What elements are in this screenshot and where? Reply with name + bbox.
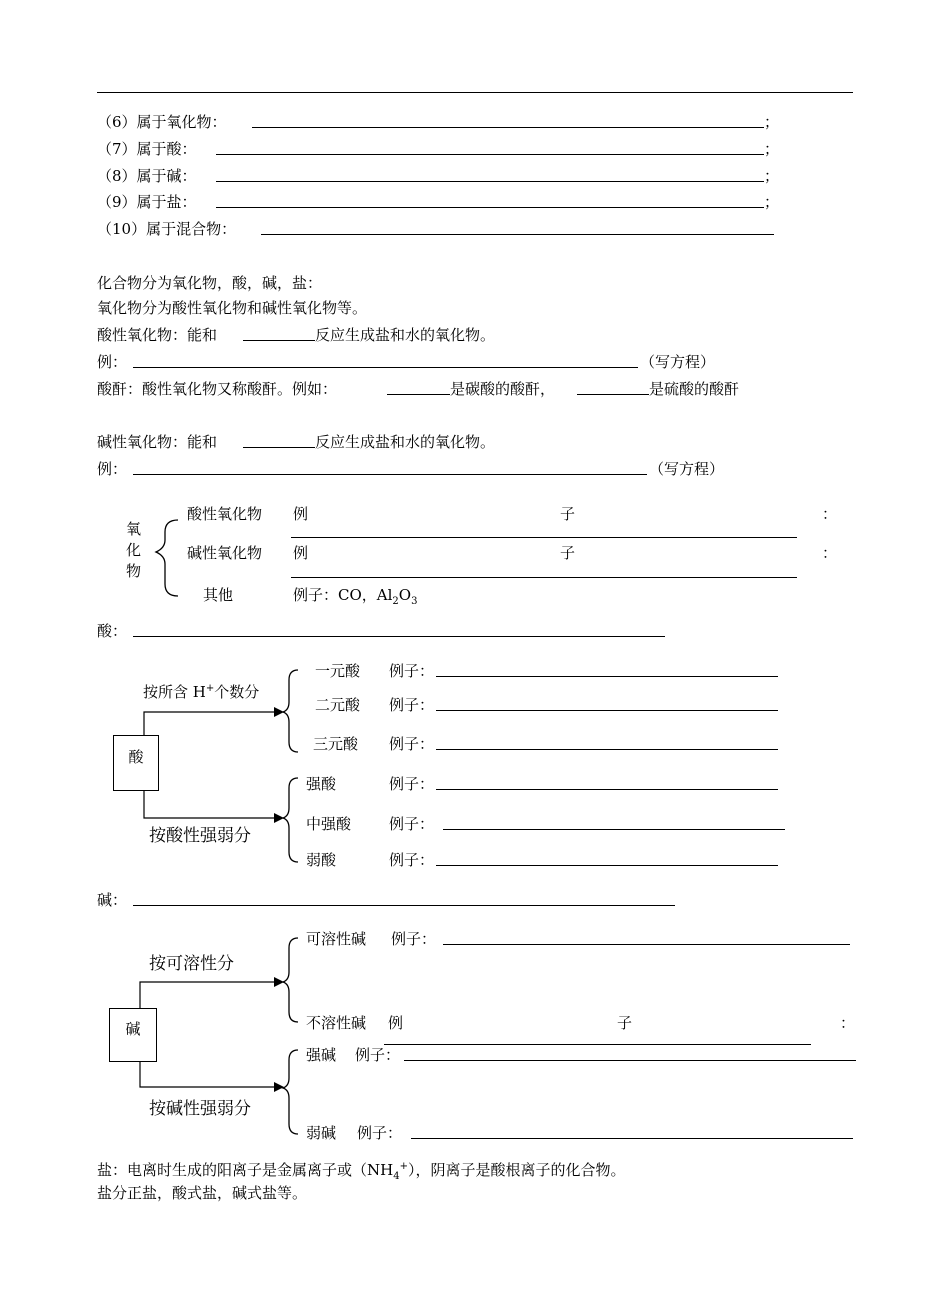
oxide-intro: 氧化物分为酸性氧化物和碱性氧化物等。	[97, 299, 368, 317]
salt-definition: 盐：电离时生成的阳离子是金属离子或$(NH_4^+)$，阴离子是酸根离子的化合物。	[97, 1161, 626, 1182]
base-strong: 强碱	[306, 1046, 337, 1064]
base-insoluble-ex-char1: 例	[388, 1014, 404, 1032]
q7-label: （7）属于酸：	[97, 140, 197, 158]
acid-weak-ex-line[interactable]	[436, 865, 778, 866]
acid-arrow-down-line	[144, 790, 275, 818]
acidic-oxide-def-b: 反应生成盐和水的氧化物。	[315, 326, 496, 344]
base-arrow-down-head	[274, 1082, 284, 1092]
q8-end: ；	[764, 167, 780, 185]
acid-type-tri: 三元酸	[313, 735, 359, 753]
acid-weak-ex-label: 例子：	[389, 851, 435, 869]
base-strong-ex-label: 例子：	[355, 1046, 401, 1064]
acid-strong-ex-line[interactable]	[436, 789, 778, 790]
q6-label: （6）属于氧化物：	[97, 113, 227, 131]
oxide-root-1: 氧	[126, 520, 142, 538]
oxide-brace	[156, 520, 178, 596]
acid-strong-ex-label: 例子：	[389, 775, 435, 793]
acid-mono-ex-label: 例子：	[389, 662, 435, 680]
acid-medium-ex-label: 例子：	[389, 815, 435, 833]
base-weak: 弱碱	[306, 1124, 337, 1142]
acidic-branch-ex-char1: 例	[293, 505, 309, 523]
q7-end: ；	[764, 140, 780, 158]
base-by-solubility: 按可溶性分	[149, 954, 234, 974]
base-insoluble-ex-char2: 子	[617, 1014, 633, 1032]
acid-def-line[interactable]	[133, 636, 665, 637]
basic-oxide-ex-label: 例：	[97, 460, 128, 478]
acidic-oxide-ex-label: 例：	[97, 353, 128, 371]
acid-type-strong: 强酸	[306, 775, 337, 793]
base-label: 碱：	[97, 891, 128, 909]
basic-oxide-def-a: 碱性氧化物：能和	[97, 433, 218, 451]
acidic-branch-ex-char2: 子	[560, 505, 576, 523]
oxide-root-2: 化	[126, 541, 142, 559]
base-insoluble-ex-colon: ：	[840, 1014, 856, 1032]
base-def-line[interactable]	[133, 905, 675, 906]
basic-oxide-branch: 碱性氧化物	[187, 544, 263, 562]
acid-brace-strength	[283, 778, 298, 862]
basic-oxide-def-b: 反应生成盐和水的氧化物。	[315, 433, 496, 451]
q8-label: （8）属于碱：	[97, 167, 197, 185]
acid-box: 酸	[113, 735, 159, 791]
acid-arrow-up-line	[144, 712, 275, 780]
acid-type-mono: 一元酸	[315, 662, 361, 680]
q10-label: （10）属于混合物：	[97, 220, 237, 238]
compound-intro: 化合物分为氧化物，酸，碱，盐：	[97, 274, 323, 292]
base-soluble: 可溶性碱	[306, 930, 367, 948]
other-oxide-branch: 其他	[203, 586, 234, 604]
anhydride-b: 是碳酸的酸酐，	[450, 380, 556, 398]
base-weak-ex-label: 例子：	[357, 1124, 403, 1142]
acidic-branch-ex-colon: ：	[822, 505, 838, 523]
base-brace-strength	[283, 1050, 298, 1134]
q6-end: ；	[764, 113, 780, 131]
anhydride-c: 是硫酸的酸酐	[649, 380, 740, 398]
acid-medium-ex-line[interactable]	[443, 829, 785, 830]
acid-brace-h	[283, 670, 298, 752]
acid-label: 酸：	[97, 622, 128, 640]
base-strong-ex-line[interactable]	[404, 1060, 856, 1061]
acid-mono-ex-line[interactable]	[436, 676, 778, 677]
acidic-oxide-branch: 酸性氧化物	[187, 505, 263, 523]
basic-branch-ex-char2: 子	[560, 544, 576, 562]
basic-branch-ex-char1: 例	[293, 544, 309, 562]
acid-type-di: 二元酸	[315, 696, 361, 714]
basic-branch-ex-colon: ：	[822, 544, 838, 562]
basic-oxide-ex-note: （写方程）	[649, 460, 725, 478]
q9-label: （9）属于盐：	[97, 193, 197, 211]
base-brace-solubility	[283, 938, 298, 1022]
other-oxide-example: 例子：CO，$Al_2O_3$	[293, 586, 418, 607]
acid-by-h-count: 按所含 H+个数分	[143, 683, 260, 701]
base-weak-ex-line[interactable]	[411, 1138, 853, 1139]
acid-type-medium: 中强酸	[306, 815, 352, 833]
acid-type-weak: 弱酸	[306, 851, 337, 869]
acidic-oxide-ex-note: （写方程）	[640, 353, 716, 371]
oxide-root-3: 物	[126, 562, 142, 580]
acid-tri-ex-line[interactable]	[436, 749, 778, 750]
salt-types: 盐分正盐，酸式盐，碱式盐等。	[97, 1184, 308, 1202]
acid-by-strength: 按酸性强弱分	[149, 826, 251, 846]
base-arrow-down-line	[140, 1060, 275, 1087]
basic-branch-line[interactable]	[291, 577, 797, 578]
base-arrow-up-line	[140, 982, 275, 1010]
q9-end: ；	[764, 193, 780, 211]
base-box: 碱	[109, 1008, 157, 1062]
base-insoluble: 不溶性碱	[306, 1014, 367, 1032]
base-soluble-ex-label: 例子：	[391, 930, 437, 948]
acid-tri-ex-label: 例子：	[389, 735, 435, 753]
acidic-oxide-def-a: 酸性氧化物：能和	[97, 326, 218, 344]
base-insoluble-ex-line[interactable]	[384, 1044, 811, 1045]
acidic-branch-line[interactable]	[291, 537, 797, 538]
base-by-strength: 按碱性强弱分	[149, 1099, 251, 1119]
anhydride-a: 酸酐：酸性氧化物又称酸酐。例如：	[97, 380, 338, 398]
acid-di-ex-line[interactable]	[436, 710, 778, 711]
base-soluble-ex-line[interactable]	[443, 944, 850, 945]
acid-di-ex-label: 例子：	[389, 696, 435, 714]
